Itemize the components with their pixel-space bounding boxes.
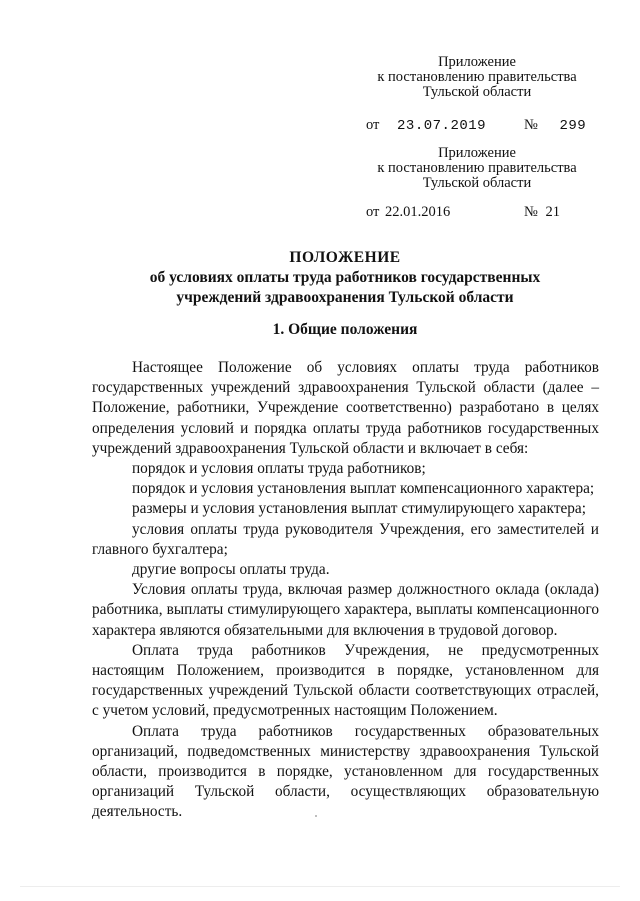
section-heading: 1. Общие положения (272, 321, 418, 338)
document-title (90, 248, 600, 308)
paragraph-educational-orgs: Оплата труда работников государственных образовательных организаций, подведомственных министерству здравоохранения Тульской области, производится в порядке, установленном для государственных организаций Тульской области, осуществляющих образовательную деятельность. (92, 722, 599, 821)
paragraph-conditions: Условия оплаты труда, включая размер должностного оклада (оклада) работника, выплаты стимулирующего характера, выплаты компенсационного характера являются обязательными для включения в трудовой договор. (92, 581, 599, 639)
number-sign: № (524, 204, 538, 220)
list-item: условия оплаты труда руководителя Учреждения, его заместителей и главного бухгалтера; (92, 520, 599, 558)
number-sign: № (524, 117, 538, 133)
from-label: от (366, 204, 380, 220)
decree-reference: к постановлению правительства (377, 69, 577, 85)
decree-date: 22.01.2016 (385, 204, 451, 220)
paragraph-other-workers: Оплата труда работников Учреждения, не предусмотренных настоящим Положением, производится в порядке, установленном для государственных учреждений Тульской области соответствующих отраслей, с учетом условий, предусмотренных настоящим Положением. (92, 641, 599, 720)
body-text (92, 358, 599, 823)
title-main: ПОЛОЖЕНИЕ (289, 249, 401, 266)
region-name: Тульской области (422, 175, 532, 191)
appendix-label: Приложение (438, 145, 516, 161)
appendix-header-original (352, 146, 602, 191)
decree-date-number-original (366, 204, 606, 221)
from-label: от (366, 117, 380, 133)
scan-edge-line (20, 886, 620, 887)
list-item: порядок и условия установления выплат компенсационного характера; (132, 480, 595, 498)
list-item: размеры и условия установления выплат стимулирующего характера; (132, 500, 586, 518)
decree-number: 21 (545, 204, 560, 220)
list-item: другие вопросы оплаты труда. (132, 561, 330, 579)
decree-number: 299 (559, 118, 587, 134)
list-item: порядок и условия оплаты труда работников; (132, 460, 426, 478)
appendix-label: Приложение (438, 54, 516, 70)
decree-date-number-current (366, 117, 606, 134)
title-subtitle-line-2: учреждений здравоохранения Тульской области (176, 289, 514, 306)
decree-date: 23.07.2019 (397, 118, 487, 134)
appendix-header-current (352, 55, 602, 100)
scan-speck (315, 815, 317, 817)
title-subtitle-line-1: об условиях оплаты труда работников государственных (149, 269, 541, 286)
paragraph-intro: Настоящее Положение об условиях оплаты труда работников государственных учреждений здравоохранения Тульской области (далее – Положение, работники, Учреждение соответственно) разработано в целях определения условий и порядка оплаты труда работников государственных учреждений здравоохранения Тульской области и включает в себя: (92, 359, 599, 457)
decree-reference: к постановлению правительства (377, 160, 577, 176)
region-name: Тульской области (422, 84, 532, 100)
